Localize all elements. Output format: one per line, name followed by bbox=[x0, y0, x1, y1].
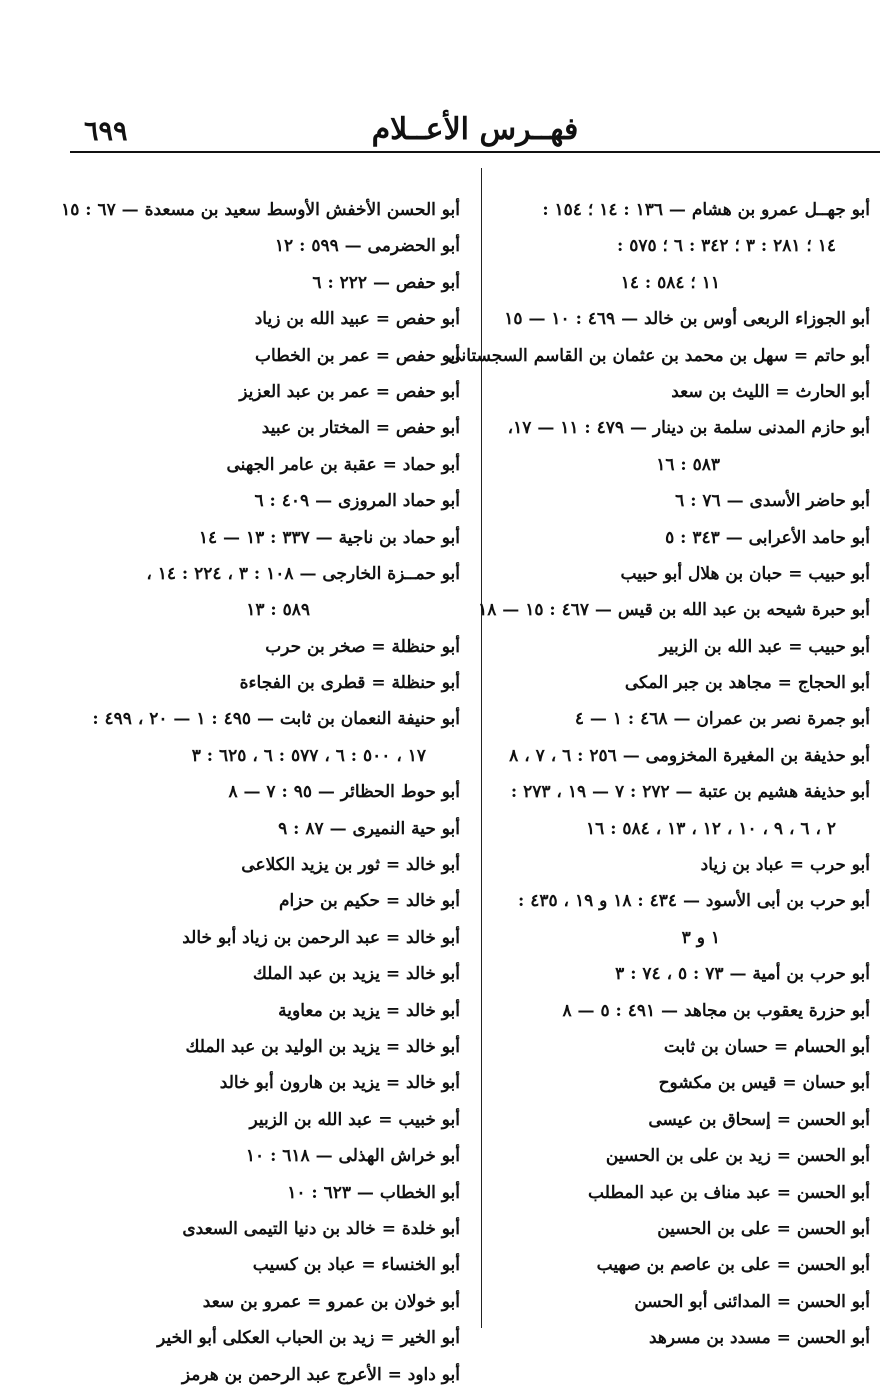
index-entry: أبو حنظلة = قطرى بن الفجاءة bbox=[239, 673, 460, 694]
index-entry: أبو حفص = المختار بن عبيد bbox=[261, 418, 460, 439]
index-entry: أبو الحضرمى — ٥٩٩ : ١٢ bbox=[274, 236, 460, 257]
index-entry: أبو الجوزاء الربعى أوس بن خالد — ٤٦٩ : ١٠ — ١٥ bbox=[504, 309, 870, 330]
index-entry: أبو حماد بن ناجية — ٣٣٧ : ١٣ — ١٤ bbox=[198, 527, 460, 548]
index-entry: أبو حاضر الأسدى — ٧٦ : ٦ bbox=[675, 491, 870, 512]
index-entry: أبو الحسن = إسحاق بن عيسى bbox=[648, 1109, 870, 1130]
index-entry: أبو حبرة شيحه بن عبد الله بن قيس — ٤٦٧ : ١٥ — ١٨ bbox=[478, 600, 870, 621]
index-entry: أبو الحارث = الليث بن سعد bbox=[671, 381, 870, 402]
index-entry: أبو الحسام = حسان بن ثابت bbox=[663, 1036, 870, 1057]
index-entry: أبو حنيفة النعمان بن ثابت — ٤٩٥ : ١ — ٢٠ ، ٤٩٩ : bbox=[92, 709, 460, 730]
index-entry: أبو حفص — ٢٢٢ : ٦ bbox=[312, 272, 460, 293]
index-entry: أبو خراش الهذلى — ٦١٨ : ١٠ bbox=[245, 1146, 460, 1167]
index-entry-continuation: ١٧ ، ٥٠٠ : ٦ ، ٥٧٧ : ٦ ، ٦٢٥ : ٣ bbox=[191, 745, 426, 766]
index-entry: أبو حرب بن أمية — ٧٣ : ٥ ، ٧٤ : ٣ bbox=[615, 964, 870, 985]
index-entry: أبو الحسن = عبد مناف بن عبد المطلب bbox=[588, 1182, 870, 1203]
index-entry: أبو خالد = يزيد بن الوليد بن عبد الملك bbox=[185, 1036, 460, 1057]
index-entry-continuation: ٥٨٩ : ١٣ bbox=[246, 600, 310, 621]
index-entry: أبو الحسن = زيد بن على بن الحسين bbox=[605, 1146, 870, 1167]
index-entry: أبو خالد = يزيد بن معاوية bbox=[278, 1000, 460, 1021]
header-rule bbox=[70, 151, 880, 153]
page-number: ٦٩٩ bbox=[84, 116, 128, 147]
index-entry: أبو حسان = قيس بن مكشوح bbox=[658, 1073, 870, 1094]
index-entry: أبو حرب = عباد بن زياد bbox=[700, 855, 870, 876]
index-entry: أبو حاتم = سهل بن محمد بن عثمان بن القاسم السجستانى bbox=[447, 345, 870, 366]
index-entry: أبو خالد = عبد الرحمن بن زياد أبو خالد bbox=[182, 927, 460, 948]
index-entry: أبو حمــزة الخارجى — ١٠٨ : ٣ ، ٢٢٤ : ١٤ ، bbox=[146, 563, 460, 584]
index-entry: أبو حازم المدنى سلمة بن دينار — ٤٧٩ : ١١ — ١٧، bbox=[507, 418, 870, 439]
index-entry: أبو خلدة = خالد بن دنيا التيمى السعدى bbox=[182, 1218, 460, 1239]
index-entry: أبو حذيفة بن المغيرة المخزومى — ٢٥٦ : ٦ ، ٧ ، ٨ bbox=[509, 745, 870, 766]
index-entry: أبو حماد = عقبة بن عامر الجهنى bbox=[226, 454, 460, 475]
index-entry: أبو خولان بن عمرو = عمرو بن سعد bbox=[202, 1291, 460, 1312]
index-entry: أبو خالد = يزيد بن هارون أبو خالد bbox=[219, 1073, 460, 1094]
index-entry: أبو خالد = ثور بن يزيد الكلاعى bbox=[241, 855, 460, 876]
index-entry: أبو خالد = يزيد بن عبد الملك bbox=[252, 964, 460, 985]
index-entry: أبو الخنساء = عباد بن كسيب bbox=[252, 1255, 460, 1276]
index-entry: أبو الحسن الأخفش الأوسط سعيد بن مسعدة — ٦٧ : ١٥ bbox=[61, 200, 460, 220]
index-entry: أبو حماد المروزى — ٤٠٩ : ٦ bbox=[254, 491, 460, 512]
index-entry: أبو حنظلة = صخر بن حرب bbox=[265, 636, 460, 657]
index-entry-continuation: ١ و ٣ bbox=[681, 927, 720, 948]
left-column bbox=[61, 192, 460, 1393]
index-entry-continuation: ٢ ، ٦ ، ٩ ، ١٠ ، ١٢ ، ١٣ ، ٥٨٤ : ١٦ bbox=[586, 818, 836, 839]
index-entry: أبو حبيب = حبان بن هلال أبو حبيب bbox=[620, 563, 870, 584]
index-entry-continuation: ٥٨٣ : ١٦ bbox=[656, 454, 720, 475]
index-entry: أبو الخير = زيد بن الحباب العكلى أبو الخير bbox=[157, 1328, 460, 1349]
index-entry-continuation: ١٤ ؛ ٢٨١ : ٣ ؛ ٣٤٢ : ٦ ؛ ٥٧٥ : bbox=[617, 236, 836, 257]
index-entry: أبو حذيفة هشيم بن عتبة — ٢٧٢ : ٧ — ١٩ ، ٢٧٣ : bbox=[510, 782, 870, 803]
index-entry: أبو حبيب = عبد الله بن الزبير bbox=[659, 636, 870, 657]
index-entry: أبو الحسن = المدائنى أبو الحسن bbox=[634, 1291, 870, 1312]
page-header bbox=[70, 108, 880, 152]
index-entry: أبو الحسن = على بن الحسين bbox=[657, 1218, 870, 1239]
index-entry: أبو حفص = عبيد الله بن زياد bbox=[254, 309, 460, 330]
index-entry: أبو حفص = عمر بن عبد العزيز bbox=[239, 381, 460, 402]
index-entry: أبو حرب بن أبى الأسود — ٤٣٤ : ١٨ و ١٩ ، ٤٣٥ : bbox=[518, 891, 870, 912]
index-entry: أبو الخطاب — ٦٢٣ : ١٠ bbox=[287, 1182, 460, 1203]
index-entry: أبو الحسن = مسدد بن مسرهد bbox=[648, 1328, 870, 1349]
index-entry: أبو جمرة نصر بن عمران — ٤٦٨ : ١ — ٤ bbox=[574, 709, 870, 730]
index-entry: أبو خبيب = عبد الله بن الزبير bbox=[249, 1109, 460, 1130]
index-entry: أبو داود = الأعرج عبد الرحمن بن هرمز bbox=[181, 1364, 460, 1385]
index-entry: أبو الحجاج = مجاهد بن جبر المكى bbox=[624, 673, 870, 694]
index-entry: أبو حفص = عمر بن الخطاب bbox=[254, 345, 460, 366]
page-title: فهــرس الأعــلام bbox=[371, 112, 579, 147]
index-entry: أبو حزرة يعقوب بن مجاهد — ٤٩١ : ٥ — ٨ bbox=[562, 1000, 870, 1021]
index-entry: أبو حامد الأعرابى — ٣٤٣ : ٥ bbox=[665, 527, 870, 548]
index-entry: أبو حوط الحظائر — ٩٥ : ٧ — ٨ bbox=[228, 782, 460, 803]
index-entry: أبو الحسن = على بن عاصم بن صهيب bbox=[596, 1255, 870, 1276]
index-entry: أبو جهــل عمرو بن هشام — ١٣٦ : ١٤ ؛ ١٥٤ : bbox=[542, 200, 870, 220]
index-entry: أبو حية النميرى — ٨٧ : ٩ bbox=[278, 818, 460, 839]
right-column bbox=[447, 192, 870, 1357]
index-entry: أبو خالد = حكيم بن حزام bbox=[278, 891, 460, 912]
index-entry-continuation: ١١ ؛ ٥٨٤ : ١٤ bbox=[620, 272, 720, 293]
